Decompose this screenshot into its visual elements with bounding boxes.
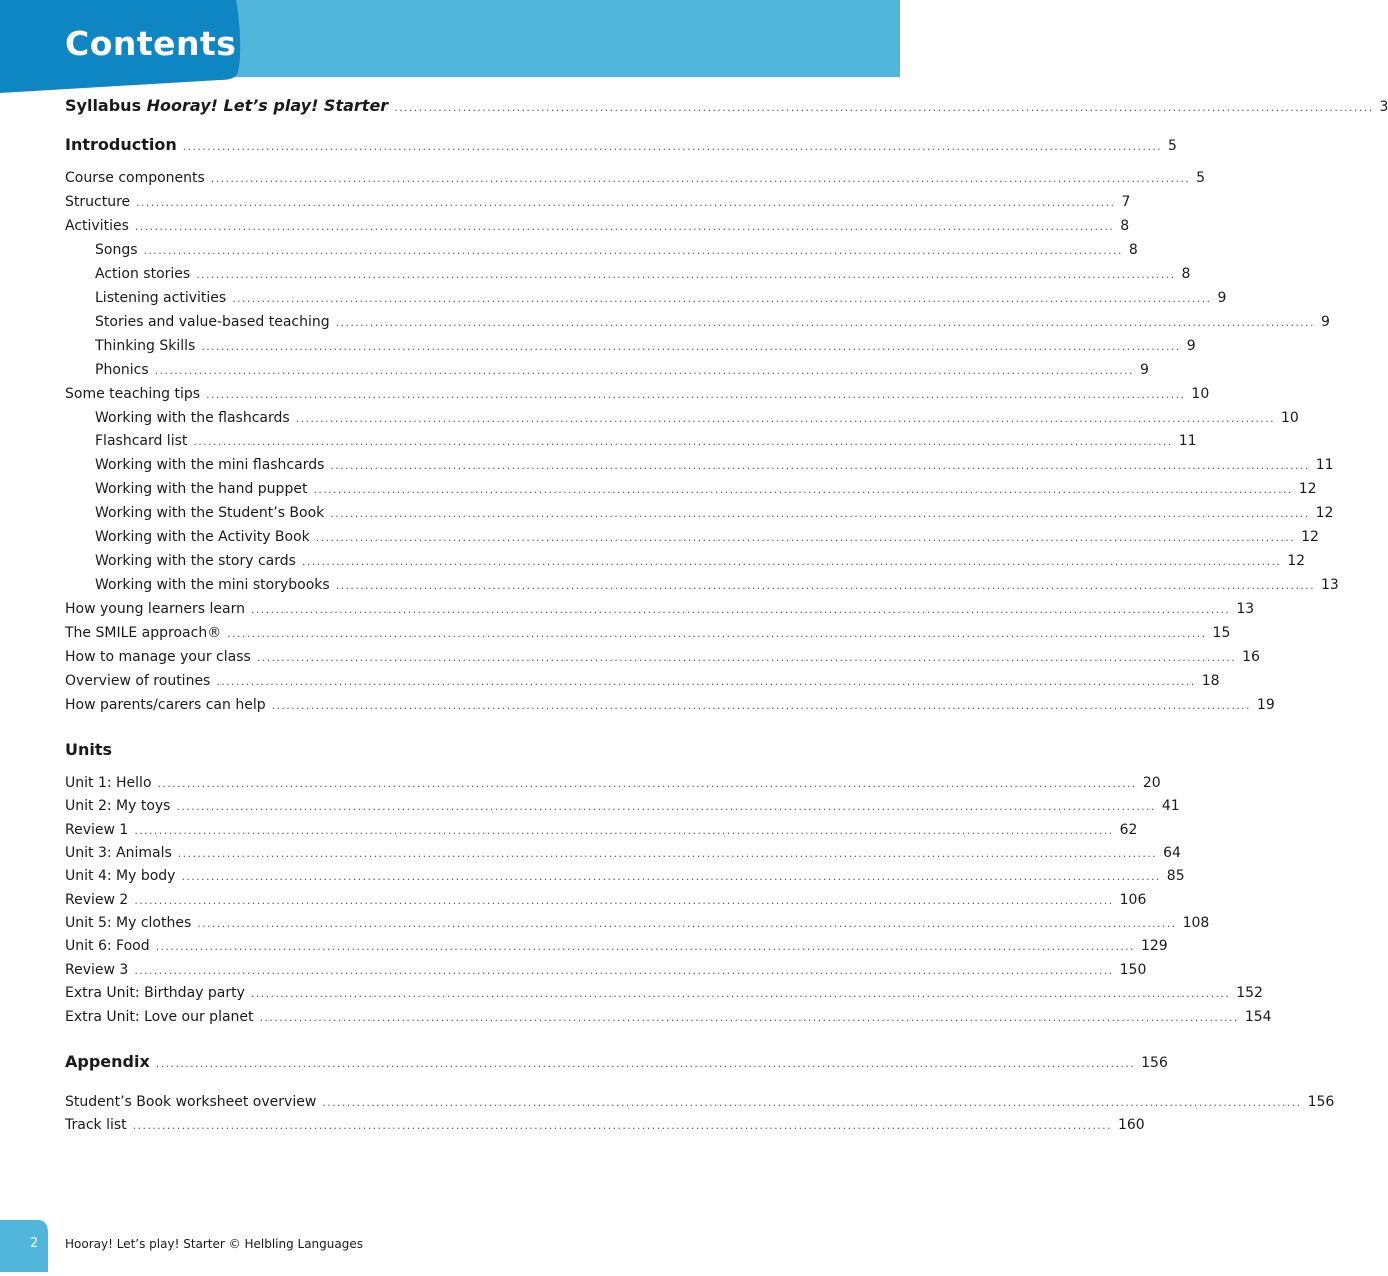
table-of-contents: [65, 0, 1388, 1272]
toc-page-number: 9: [1139, 361, 1149, 378]
toc-row[interactable]: [65, 552, 1306, 571]
toc-label: Overview of routines: [65, 672, 211, 689]
toc-leader: ........................................................................................................................................................................................................: [295, 411, 1275, 425]
toc-label: Working with the story cards: [95, 553, 296, 570]
toc-row-syllabus[interactable]: [65, 96, 1388, 117]
toc-row[interactable]: [65, 169, 1206, 188]
toc-page-number: 9: [1320, 313, 1330, 330]
toc-row[interactable]: [65, 289, 1227, 308]
toc-leader: ........................................................................................................................................................................................................: [136, 195, 1116, 209]
toc-row[interactable]: [65, 456, 1334, 475]
footer-tab: [0, 1220, 50, 1272]
toc-row[interactable]: [65, 1116, 1145, 1135]
toc-row-appendix[interactable]: [65, 1052, 1168, 1073]
page-number: 2: [30, 1236, 39, 1251]
toc-label: Stories and value-based teaching: [95, 313, 330, 330]
toc-row[interactable]: [65, 1008, 1272, 1027]
toc-leader: ........................................................................................................................................................................................................: [259, 1010, 1239, 1024]
toc-label: Working with the Activity Book: [95, 529, 310, 546]
toc-label: Working with the Student’s Book: [95, 505, 325, 522]
toc-label: Unit 6: Food: [65, 938, 150, 955]
toc-leader: ........................................................................................................................................................................................................: [394, 101, 1374, 114]
toc-page-number: 5: [1196, 170, 1206, 186]
toc-leader: ........................................................................................................................................................................................................: [182, 140, 1163, 153]
toc-row[interactable]: [65, 432, 1197, 451]
toc-page-number: 11: [1178, 433, 1197, 450]
toc-leader: ........................................................................................................................................................................................................: [176, 800, 1156, 814]
toc-label: Unit 4: My body: [65, 868, 176, 885]
toc-leader: ........................................................................................................................................................................................................: [177, 847, 1158, 861]
toc-page-number: 5: [1168, 138, 1177, 154]
toc-label: Action stories: [95, 265, 191, 282]
toc-page-number: 154: [1244, 1008, 1272, 1025]
toc-row[interactable]: [65, 361, 1149, 380]
toc-row[interactable]: [65, 265, 1191, 284]
toc-label: Extra Unit: Love our planet: [65, 1008, 254, 1025]
toc-page-number: 10: [1281, 409, 1299, 426]
toc-row[interactable]: [65, 241, 1138, 260]
toc-page-number: 64: [1163, 845, 1181, 862]
toc-page-number: 12: [1287, 553, 1306, 570]
toc-row[interactable]: [65, 774, 1161, 793]
toc-row[interactable]: [65, 696, 1275, 715]
toc-page-number: 13: [1321, 577, 1339, 594]
toc-leader: ........................................................................................................................................................................................................: [315, 531, 1296, 545]
toc-page-number: 129: [1140, 938, 1168, 955]
toc-label: The SMILE approach®: [65, 625, 222, 642]
toc-row[interactable]: [65, 385, 1210, 404]
toc-page-number: 85: [1166, 868, 1185, 885]
toc-label: Syllabus Hooray! Let’s play! Starter: [65, 96, 389, 115]
toc-page-number: 152: [1236, 985, 1263, 1002]
toc-leader: ........................................................................................................................................................................................................: [134, 219, 1115, 233]
toc-page-number: 62: [1119, 821, 1138, 838]
toc-leader: ........................................................................................................................................................................................................: [335, 315, 1315, 329]
toc-row[interactable]: [65, 624, 1231, 643]
toc-label: Working with the flashcards: [95, 409, 290, 426]
toc-page-number: 9: [1217, 289, 1227, 306]
toc-leader: ........................................................................................................................................................................................................: [330, 507, 1310, 521]
toc-label: Thinking Skills: [95, 337, 196, 354]
toc-leader: ........................................................................................................................................................................................................: [232, 291, 1212, 305]
toc-label: How to manage your class: [65, 649, 251, 665]
toc-page-number: 7: [1121, 193, 1131, 210]
toc-page-number: 12: [1298, 481, 1317, 498]
toc-leader: ........................................................................................................................................................................................................: [313, 483, 1293, 497]
toc-label: Listening activities: [95, 289, 227, 306]
units-heading: Units: [65, 740, 113, 759]
toc-leader: ........................................................................................................................................................................................................: [196, 267, 1176, 281]
toc-row[interactable]: [65, 821, 1138, 840]
toc-leader: ........................................................................................................................................................................................................: [134, 963, 1114, 977]
toc-page-number: 20: [1142, 775, 1161, 791]
toc-row[interactable]: [65, 797, 1180, 816]
toc-row[interactable]: [65, 576, 1339, 595]
toc-label: Structure: [65, 193, 131, 210]
toc-leader: ........................................................................................................................................................................................................: [250, 603, 1231, 617]
toc-label: Review 2: [65, 891, 129, 908]
toc-label: Unit 3: Animals: [65, 845, 172, 862]
toc-leader: ........................................................................................................................................................................................................: [330, 459, 1310, 473]
toc-row-introduction[interactable]: [65, 135, 1177, 156]
toc-label: Review 1: [65, 821, 129, 838]
toc-leader: ........................................................................................................................................................................................................: [210, 172, 1191, 185]
toc-row[interactable]: [65, 937, 1168, 956]
toc-row[interactable]: [65, 891, 1147, 910]
toc-label: Introduction: [65, 135, 177, 154]
toc-page-number: 12: [1301, 529, 1319, 546]
toc-leader: ........................................................................................................................................................................................................: [134, 893, 1114, 907]
toc-page-number: 160: [1117, 1117, 1145, 1133]
toc-page-number: 10: [1191, 385, 1210, 402]
toc-leader: ........................................................................................................................................................................................................: [250, 987, 1231, 1001]
toc-page-number: 16: [1242, 649, 1260, 665]
toc-row[interactable]: [65, 1093, 1335, 1112]
toc-page-number: 19: [1256, 696, 1275, 713]
toc-row[interactable]: [65, 914, 1210, 933]
toc-row[interactable]: [65, 984, 1263, 1003]
toc-leader: ........................................................................................................................................................................................................: [143, 243, 1123, 257]
toc-leader: ........................................................................................................................................................................................................: [132, 1119, 1112, 1132]
toc-leader: ........................................................................................................................................................................................................: [155, 1057, 1136, 1070]
toc-row[interactable]: [65, 313, 1330, 332]
toc-label: Working with the mini flashcards: [95, 457, 325, 474]
toc-page-number: 8: [1181, 265, 1191, 282]
toc-page-number: 12: [1315, 505, 1334, 522]
toc-label: How parents/carers can help: [65, 696, 266, 713]
toc-label: Some teaching tips: [65, 385, 201, 402]
toc-page-number: 8: [1120, 217, 1130, 234]
toc-label: Working with the hand puppet: [95, 481, 308, 498]
toc-row[interactable]: [65, 504, 1334, 523]
toc-page-number: 11: [1315, 457, 1334, 474]
footer-copyright: Hooray! Let’s play! Starter © Helbling Languages: [65, 1237, 363, 1251]
toc-label: Phonics: [95, 361, 149, 378]
toc-page-number: 13: [1236, 601, 1255, 618]
toc-leader: ........................................................................................................................................................................................................: [227, 627, 1207, 641]
toc-label: Unit 5: My clothes: [65, 915, 192, 932]
toc-leader: ........................................................................................................................................................................................................: [301, 555, 1282, 569]
toc-row[interactable]: [65, 409, 1299, 428]
toc-leader: ........................................................................................................................................................................................................: [201, 339, 1181, 353]
toc-label: Review 3: [65, 961, 129, 978]
toc-label: Working with the mini storybooks: [95, 577, 330, 594]
toc-row[interactable]: [65, 867, 1185, 886]
toc-row[interactable]: [65, 193, 1131, 212]
toc-page-number: 156: [1141, 1055, 1168, 1071]
toc-label: Unit 1: Hello: [65, 775, 152, 791]
toc-leader: ........................................................................................................................................................................................................: [335, 579, 1316, 593]
toc-page-number: 15: [1212, 625, 1231, 642]
toc-leader: ........................................................................................................................................................................................................: [154, 363, 1134, 377]
toc-label: Flashcard list: [95, 433, 188, 450]
toc-label: Activities: [65, 217, 129, 234]
toc-leader: ........................................................................................................................................................................................................: [134, 823, 1114, 837]
toc-label: Course components: [65, 170, 205, 186]
toc-page-number: 9: [1186, 337, 1196, 354]
toc-leader: ........................................................................................................................................................................................................: [206, 387, 1186, 401]
toc-page-number: 3: [1379, 99, 1388, 115]
toc-leader: ........................................................................................................................................................................................................: [155, 940, 1135, 954]
toc-page-number: 106: [1119, 891, 1147, 908]
toc-leader: ........................................................................................................................................................................................................: [181, 870, 1161, 884]
toc-row[interactable]: [65, 961, 1147, 980]
toc-row[interactable]: [65, 844, 1181, 863]
toc-page-number: 108: [1182, 915, 1210, 932]
toc-leader: ........................................................................................................................................................................................................: [216, 674, 1196, 688]
toc-row[interactable]: [65, 528, 1319, 547]
toc-label: Appendix: [65, 1052, 150, 1071]
toc-page-number: 41: [1161, 798, 1180, 815]
toc-page-number: 8: [1128, 241, 1138, 258]
toc-row[interactable]: [65, 600, 1255, 619]
toc-label: Unit 2: My toys: [65, 798, 171, 815]
toc-row[interactable]: [65, 217, 1130, 236]
toc-row[interactable]: [65, 672, 1220, 691]
toc-leader: ........................................................................................................................................................................................................: [197, 917, 1177, 931]
toc-page-number: 156: [1307, 1094, 1335, 1110]
toc-page-number: 150: [1119, 961, 1147, 978]
toc-row[interactable]: [65, 337, 1196, 356]
toc-page-number: 18: [1201, 672, 1220, 689]
toc-label: Student’s Book worksheet overview: [65, 1094, 317, 1110]
toc-leader: ........................................................................................................................................................................................................: [157, 777, 1137, 790]
toc-row[interactable]: [65, 480, 1317, 499]
toc-label: Songs: [95, 241, 138, 258]
toc-row[interactable]: [65, 648, 1260, 667]
toc-leader: ........................................................................................................................................................................................................: [322, 1096, 1302, 1109]
toc-label: Track list: [65, 1117, 127, 1133]
toc-label: Extra Unit: Birthday party: [65, 985, 245, 1002]
toc-label: How young learners learn: [65, 601, 245, 618]
toc-leader: ........................................................................................................................................................................................................: [271, 698, 1251, 712]
page-title: Contents: [65, 24, 237, 63]
toc-leader: ........................................................................................................................................................................................................: [193, 435, 1173, 449]
toc-leader: ........................................................................................................................................................................................................: [256, 651, 1237, 664]
